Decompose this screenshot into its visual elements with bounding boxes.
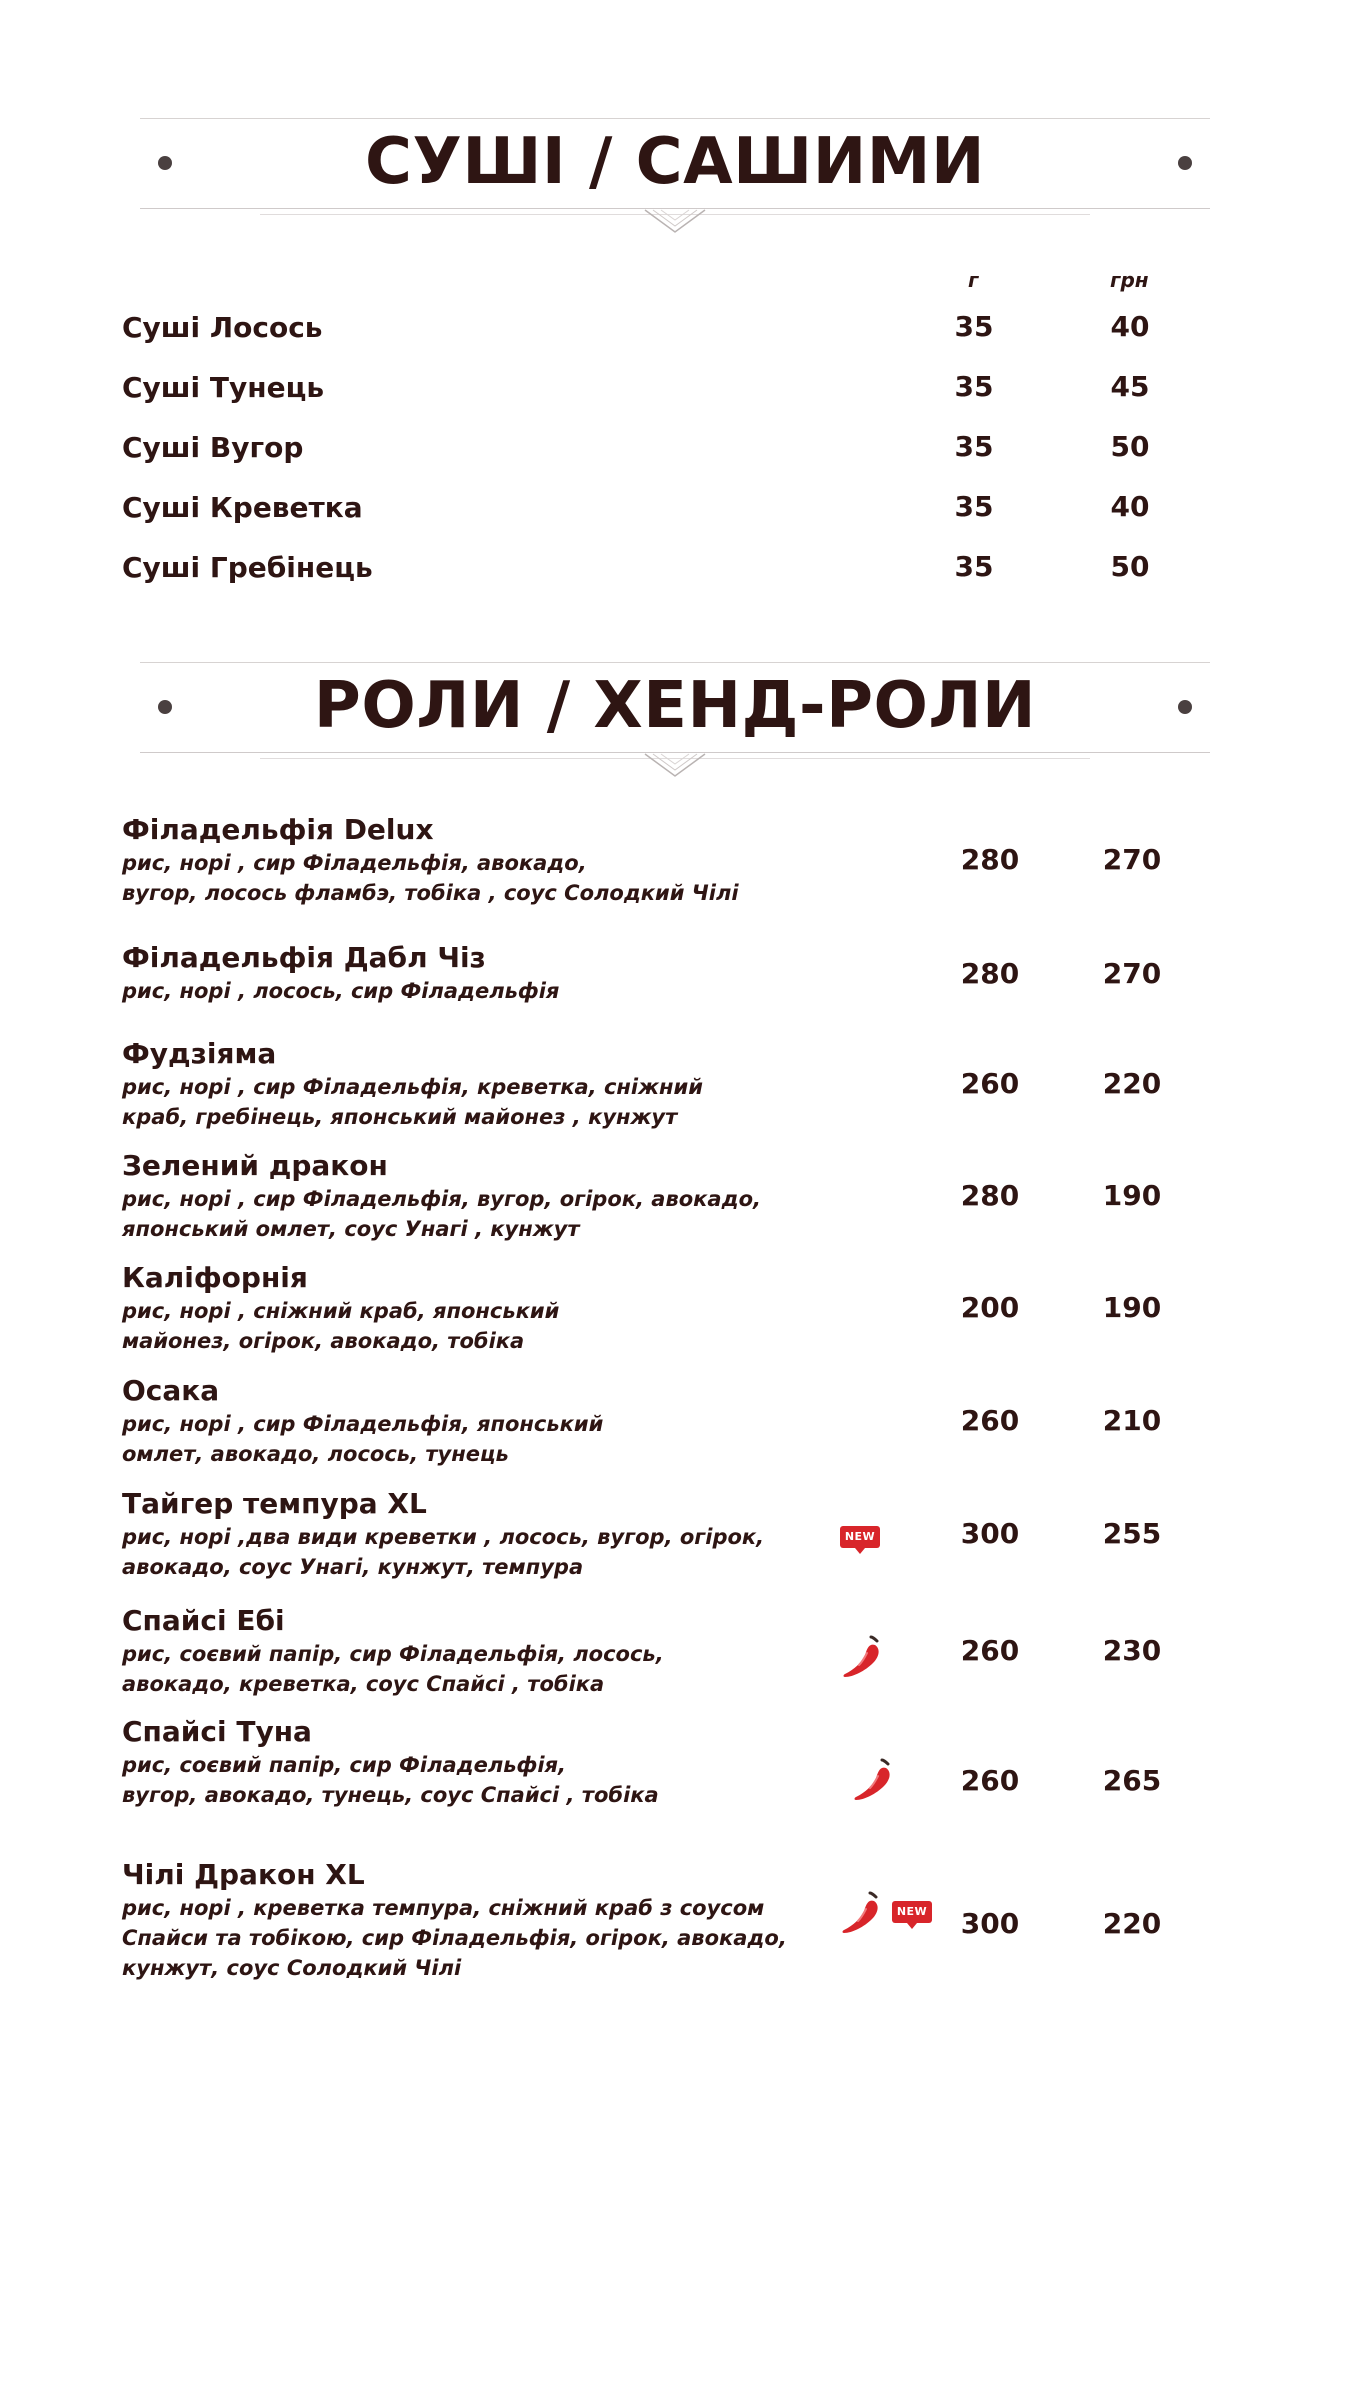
item-description: авокадо, соус Унагі, кунжут, темпура (122, 1555, 584, 1579)
rolls-section-title: РОЛИ / ХЕНД-РОЛИ (313, 669, 1037, 743)
banner-divider (140, 662, 1210, 663)
ornament-chevron-icon (625, 750, 725, 790)
item-name: Каліфорнія (122, 1261, 308, 1294)
item-price: 270 (1102, 957, 1162, 990)
roll-item (122, 1714, 1182, 1810)
item-description: авокадо, креветка, соус Спайсі , тобіка (122, 1672, 605, 1696)
item-name: Філадельфія Delux (122, 813, 434, 846)
item-name: Тайгер темпура XL (122, 1487, 427, 1520)
item-description: вугор, авокадо, тунець, соус Спайсі , тобіка (122, 1783, 659, 1807)
roll-item (122, 1857, 1182, 1983)
price-column-header: грн (1110, 268, 1149, 292)
item-price: 270 (1102, 843, 1162, 876)
item-price: 50 (1110, 430, 1150, 463)
item-weight: 300 (960, 1907, 1020, 1940)
roll-item (122, 812, 1182, 908)
item-weight: 260 (960, 1067, 1020, 1100)
sushi-item (122, 430, 1182, 466)
item-description: рис, норі , сир Філадельфія, японський (122, 1412, 604, 1436)
item-price: 220 (1102, 1907, 1162, 1940)
sushi-item (122, 370, 1182, 406)
item-name: Філадельфія Дабл Чіз (122, 941, 486, 974)
item-name: Суші Тунець (122, 371, 325, 404)
item-weight: 35 (954, 490, 994, 523)
item-description: рис, норі ,два види креветки , лосось, вугор, огірок, (122, 1525, 765, 1549)
item-weight: 260 (960, 1764, 1020, 1797)
item-price: 40 (1110, 490, 1150, 523)
item-description: рис, соєвий папір, сир Філадельфія, (122, 1753, 566, 1777)
chili-pepper-icon (837, 1631, 889, 1683)
roll-item (122, 1486, 1182, 1582)
item-price: 190 (1102, 1179, 1162, 1212)
item-weight: 260 (960, 1634, 1020, 1667)
item-price: 210 (1102, 1404, 1162, 1437)
item-weight: 280 (960, 1179, 1020, 1212)
sushi-item (122, 310, 1182, 346)
item-weight: 300 (960, 1517, 1020, 1550)
roll-item (122, 1148, 1182, 1244)
new-badge-icon: NEW (892, 1901, 932, 1923)
item-name: Чілі Дракон XL (122, 1858, 365, 1891)
item-description: рис, норі , лосось, сир Філадельфія (122, 979, 560, 1003)
item-price: 50 (1110, 550, 1150, 583)
sushi-section-banner (140, 118, 1210, 258)
item-description: японський омлет, соус Унагі , кунжут (122, 1217, 580, 1241)
new-badge-icon: NEW (840, 1526, 880, 1548)
item-name: Зелений дракон (122, 1149, 388, 1182)
item-description: рис, соєвий папір, сир Філадельфія, лосось, (122, 1642, 664, 1666)
item-name: Суші Лосось (122, 311, 323, 344)
item-description: майонез, огірок, авокадо, тобіка (122, 1329, 525, 1353)
item-description: рис, норі , сир Філадельфія, авокадо, (122, 851, 587, 875)
item-description: кунжут, соус Солодкий Чілі (122, 1956, 462, 1980)
item-price: 230 (1102, 1634, 1162, 1667)
roll-item (122, 940, 1182, 1006)
item-name: Спайсі Ебі (122, 1604, 285, 1637)
item-weight: 200 (960, 1291, 1020, 1324)
item-price: 220 (1102, 1067, 1162, 1100)
item-name: Суші Креветка (122, 491, 363, 524)
roll-item (122, 1373, 1182, 1469)
roll-item (122, 1603, 1182, 1699)
item-name: Осака (122, 1374, 220, 1407)
item-weight: 280 (960, 843, 1020, 876)
item-description: рис, норі , креветка темпура, сніжний краб з соусом (122, 1896, 765, 1920)
item-price: 265 (1102, 1764, 1162, 1797)
item-name: Спайсі Туна (122, 1715, 312, 1748)
roll-item (122, 1260, 1182, 1356)
item-weight: 260 (960, 1404, 1020, 1437)
item-price: 40 (1110, 310, 1150, 343)
item-description: Спайси та тобікою, сир Філадельфія, огірок, авокадо, (122, 1926, 787, 1950)
item-price: 190 (1102, 1291, 1162, 1324)
item-description: омлет, авокадо, лосось, тунець (122, 1442, 509, 1466)
sushi-item (122, 550, 1182, 586)
ornament-chevron-icon (625, 206, 725, 246)
sushi-item (122, 490, 1182, 526)
item-description: рис, норі , сніжний краб, японський (122, 1299, 560, 1323)
item-description: рис, норі , сир Філадельфія, вугор, огірок, авокадо, (122, 1187, 761, 1211)
item-price: 45 (1110, 370, 1150, 403)
weight-column-header: г (968, 268, 979, 292)
chili-pepper-icon (848, 1754, 900, 1806)
item-weight: 35 (954, 310, 994, 343)
item-description: краб, гребінець, японський майонез , кунжут (122, 1105, 678, 1129)
item-price: 255 (1102, 1517, 1162, 1550)
rolls-section-banner (140, 662, 1210, 802)
item-weight: 35 (954, 550, 994, 583)
item-name: Фудзіяма (122, 1037, 277, 1070)
item-weight: 35 (954, 430, 994, 463)
item-weight: 280 (960, 957, 1020, 990)
item-description: рис, норі , сир Філадельфія, креветка, сніжний (122, 1075, 703, 1099)
roll-item (122, 1036, 1182, 1132)
chili-pepper-icon (836, 1887, 888, 1939)
sushi-section-title: СУШІ / САШИМИ (365, 125, 985, 199)
item-description: вугор, лосось фламбэ, тобіка , соус Солодкий Чілі (122, 881, 739, 905)
item-name: Суші Вугор (122, 431, 304, 464)
item-name: Суші Гребінець (122, 551, 373, 584)
banner-divider (140, 118, 1210, 119)
item-weight: 35 (954, 370, 994, 403)
